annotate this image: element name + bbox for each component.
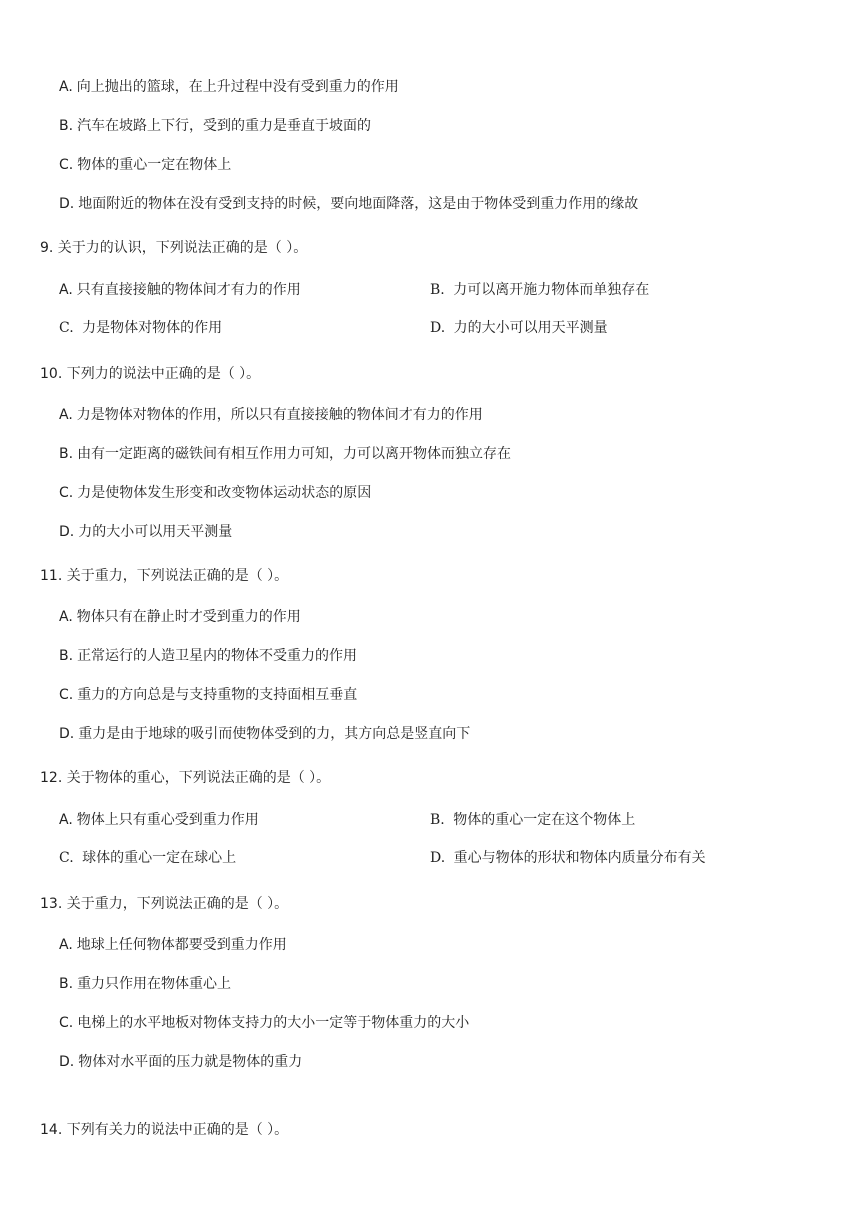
- q11-option-b: B. 正常运行的人造卫星内的物体不受重力的作用: [59, 648, 358, 664]
- q11-option-c: C. 重力的方向总是与支持重物的支持面相互垂直: [59, 687, 358, 703]
- q10-option-d: D. 力的大小可以用天平测量: [59, 524, 233, 540]
- q10-stem: 10. 下列力的说法中正确的是（ ）。: [40, 366, 261, 382]
- q10-option-a: A. 力是物体对物体的作用，所以只有直接接触的物体间才有力的作用: [59, 407, 483, 423]
- q9-option-b: B. 力可以离开施力物体而单独存在: [430, 282, 650, 298]
- q12-option-c: C. 球体的重心一定在球心上: [59, 850, 237, 866]
- q12-option-d: D. 重心与物体的形状和物体内质量分布有关: [430, 850, 706, 866]
- q13-stem: 13. 关于重力，下列说法正确的是（ ）。: [40, 896, 289, 912]
- q9-option-d: D. 力的大小可以用天平测量: [430, 320, 608, 336]
- q10-option-b: B. 由有一定距离的磁铁间有相互作用力可知，力可以离开物体而独立存在: [59, 446, 512, 462]
- q10-option-c: C. 力是使物体发生形变和改变物体运动状态的原因: [59, 485, 372, 501]
- q8-option-b: B. 汽车在坡路上下行，受到的重力是垂直于坡面的: [59, 118, 372, 134]
- q8-option-c: C. 物体的重心一定在物体上: [59, 157, 232, 173]
- q9-stem: 9. 关于力的认识，下列说法正确的是（ ）。: [40, 240, 308, 256]
- q11-option-d: D. 重力是由于地球的吸引而使物体受到的力，其方向总是竖直向下: [59, 726, 471, 742]
- q8-option-d: D. 地面附近的物体在没有受到支持的时候，要向地面降落，这是由于物体受到重力作用的缘故: [59, 196, 639, 212]
- q12-option-b: B. 物体的重心一定在这个物体上: [430, 812, 636, 828]
- q13-option-b: B. 重力只作用在物体重心上: [59, 976, 232, 992]
- q11-option-a: A. 物体只有在静止时才受到重力的作用: [59, 609, 301, 625]
- q11-stem: 11. 关于重力，下列说法正确的是（ ）。: [40, 568, 289, 584]
- q9-option-c: C. 力是物体对物体的作用: [59, 320, 223, 336]
- q14-stem: 14. 下列有关力的说法中正确的是（ ）。: [40, 1122, 289, 1138]
- q13-option-a: A. 地球上任何物体都要受到重力作用: [59, 937, 287, 953]
- q13-option-d: D. 物体对水平面的压力就是物体的重力: [59, 1054, 303, 1070]
- q12-stem: 12. 关于物体的重心，下列说法正确的是（ ）。: [40, 770, 331, 786]
- q13-option-c: C. 电梯上的水平地板对物体支持力的大小一定等于物体重力的大小: [59, 1015, 470, 1031]
- q12-option-a: A. 物体上只有重心受到重力作用: [59, 812, 259, 828]
- q8-option-a: A. 向上抛出的篮球，在上升过程中没有受到重力的作用: [59, 79, 399, 95]
- q9-option-a: A. 只有直接接触的物体间才有力的作用: [59, 282, 301, 298]
